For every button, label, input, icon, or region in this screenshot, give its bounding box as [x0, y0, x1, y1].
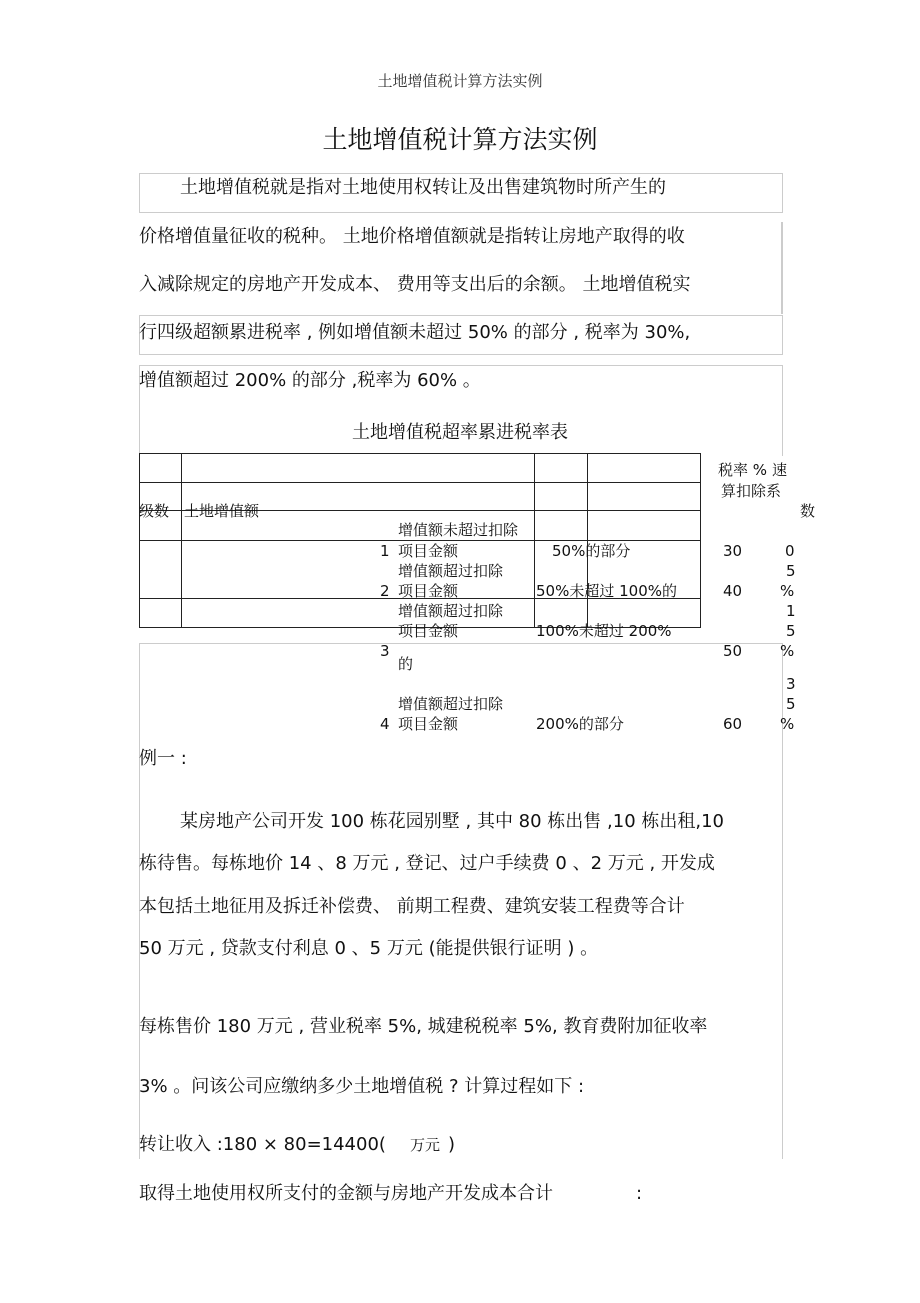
calc-label: 转让收入 :180 × 80=14400( [139, 1134, 386, 1155]
table-caption: 土地增值税超率累进税率表 [352, 422, 568, 443]
row-desc: 项目金额 [398, 622, 459, 640]
table-header-quick: 速 [772, 461, 788, 479]
row-desc: 增值额未超过扣除 [398, 521, 519, 539]
example-line: 本包括土地征用及拆迁补偿费、 前期工程费、建筑安装工程费等合计 [139, 896, 685, 917]
scan-border [781, 222, 783, 314]
example-label: 例一 : [139, 748, 187, 769]
row-portion: 200%的部分 [536, 715, 624, 733]
last-line-colon: : [636, 1183, 643, 1204]
row-portion: 50%未超过 100%的 [536, 582, 677, 600]
row-level: 4 [380, 715, 390, 733]
example-line: 3% 。问该公司应缴纳多少土地增值税 ? 计算过程如下 : [139, 1076, 585, 1097]
row-deduct: 1 [786, 602, 796, 620]
last-line: 取得土地使用权所支付的金额与房地产开发成本合计 [139, 1183, 553, 1204]
row-level: 1 [380, 542, 390, 560]
row-desc: 项目金额 [398, 715, 459, 733]
table-header-rate: 税率 % [718, 461, 768, 479]
row-rate: 60 [723, 715, 743, 733]
intro-line: 增值额超过 200% 的部分 ,税率为 60% 。 [139, 370, 481, 391]
row-rate: 50 [723, 642, 743, 660]
example-line: 50 万元 , 贷款支付利息 0 、5 万元 (能提供银行证明 ) 。 [139, 938, 599, 959]
example-line: 栋待售。每栋地价 14 、8 万元 , 登记、过户手续费 0 、2 万元 , 开发成 [139, 853, 715, 874]
table-header-deduct: 算扣除系 [721, 482, 782, 500]
row-level: 2 [380, 582, 390, 600]
intro-line: 行四级超额累进税率 , 例如增值额未超过 50% 的部分 , 税率为 30%, [139, 322, 691, 343]
row-deduct: % [780, 642, 795, 660]
row-desc: 增值额超过扣除 [398, 695, 504, 713]
example-line: 每栋售价 180 万元 , 营业税率 5%, 城建税税率 5%, 教育费附加征收率 [139, 1016, 708, 1037]
row-deduct: 5 [786, 562, 796, 580]
row-portion: 100%未超过 200% [536, 622, 672, 640]
row-deduct: 3 [786, 675, 796, 693]
row-rate: 30 [723, 542, 743, 560]
table-header-deduct: 数 [800, 502, 816, 520]
row-desc: 项目金额 [398, 582, 459, 600]
row-deduct: % [780, 715, 795, 733]
example-line: 某房地产公司开发 100 栋花园别墅 , 其中 80 栋出售 ,10 栋出租,10 [180, 811, 725, 832]
page-title: 土地增值税计算方法实例 [322, 125, 598, 154]
row-deduct: 0 [785, 542, 795, 560]
calc-close: ) [447, 1134, 455, 1155]
table-header-level: 级数 [139, 502, 170, 520]
running-header: 土地增值税计算方法实例 [377, 72, 543, 90]
intro-line: 价格增值量征收的税种。 土地价格增值额就是指转让房地产取得的收 [139, 226, 685, 247]
intro-line: 土地增值税就是指对土地使用权转让及出售建筑物时所产生的 [180, 177, 666, 198]
row-desc: 增值额超过扣除 [398, 562, 504, 580]
row-level: 3 [380, 642, 390, 660]
table-header-amount: 土地增值额 [184, 502, 260, 520]
row-deduct: % [780, 582, 795, 600]
row-portion: 的 [398, 655, 414, 673]
calc-line [139, 1133, 455, 1157]
calc-unit: 万元 [409, 1136, 440, 1154]
row-desc: 增值额超过扣除 [398, 602, 504, 620]
row-deduct: 5 [786, 622, 796, 640]
intro-line: 入减除规定的房地产开发成本、 费用等支出后的余额。 土地增值税实 [139, 274, 691, 295]
row-portion: 50%的部分 [552, 542, 631, 560]
row-deduct: 5 [786, 695, 796, 713]
row-rate: 40 [723, 582, 743, 600]
row-desc: 项目金额 [398, 542, 459, 560]
